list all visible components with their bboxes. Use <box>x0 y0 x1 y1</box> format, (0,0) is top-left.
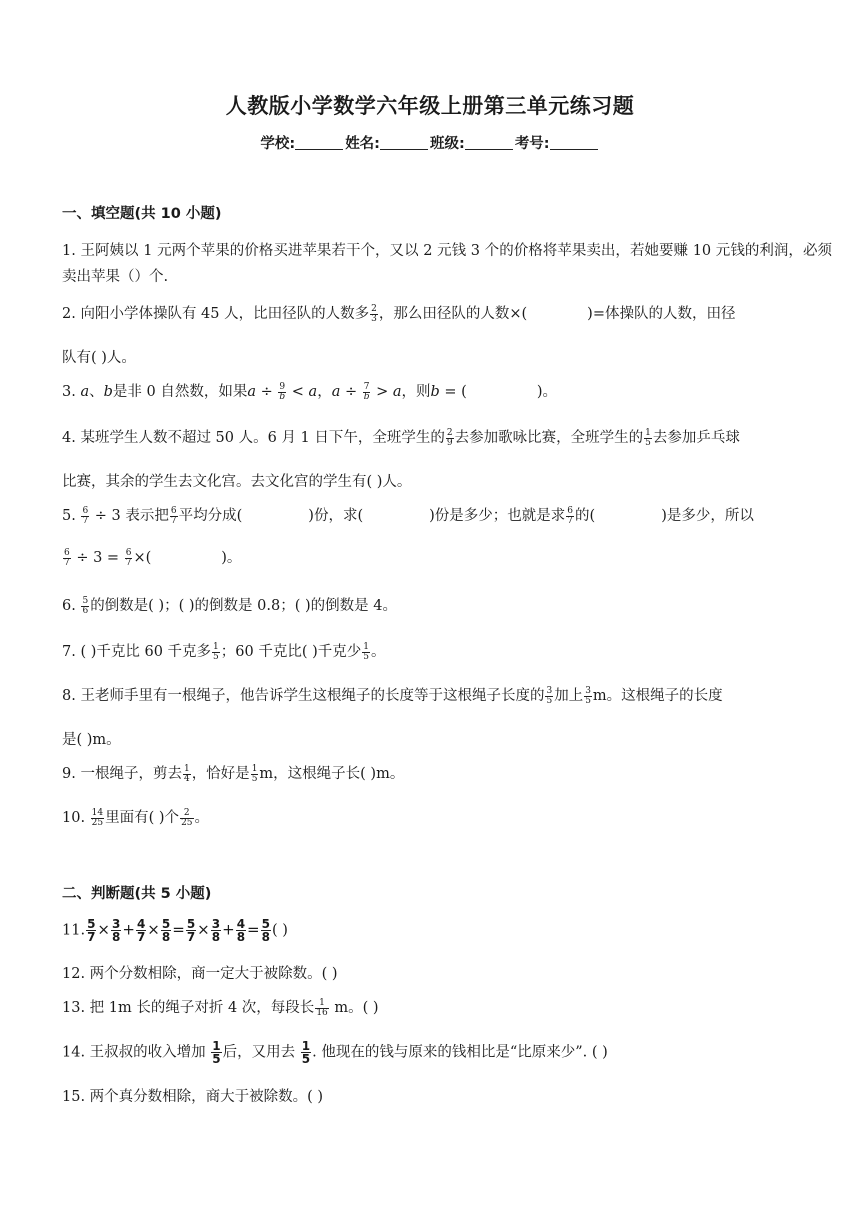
name-label: 姓名: <box>345 136 380 152</box>
question-3: 3. a、b是非 0 自然数，如果a ÷ $\frac{9}{b}$ < a，a ÷ $\frac{7}{b}$ > a，则b = ( )。 <box>62 381 558 402</box>
fraction: $\frac{6}{7}$ <box>64 547 70 568</box>
fraction: $\frac{5}{8}$ <box>161 917 171 944</box>
fraction: $\frac{5}{7}$ <box>87 917 96 944</box>
answer-blank[interactable]: ( ) <box>271 922 288 939</box>
question-9: 9. 一根绳子，剪去 $\frac{1}{4}$ ，恰好是 $\frac{1}{5}$ m，这根绳子长( )m。 <box>62 763 405 784</box>
fraction: $\frac{6}{7}$ <box>567 505 574 526</box>
fraction: $\frac{6}{7}$ <box>170 505 177 526</box>
fraction: $\frac{1}{16}$ <box>316 997 328 1018</box>
fraction: $\frac{14}{25}$ <box>91 807 104 828</box>
school-blank[interactable] <box>295 135 343 150</box>
fraction: $\frac{5}{8}$ <box>261 917 270 944</box>
number-label: 考号: <box>514 136 550 152</box>
fraction: $\frac{1}{5}$ <box>213 641 219 662</box>
question-11: 11. $\frac{5}{7}$ × $\frac{3}{8}$ + $\frac{4}{7}$ × $\frac{5}{8}$ = $\frac{5}{7}$ × $\frac{3}{8}$ + $\frac{4}{8}$ = $\frac{5}{8}$ ( ) <box>62 917 288 944</box>
section-heading-true-false: 二、判断题(共 5 小题) <box>62 886 212 902</box>
fraction: $\frac{3}{5}$ <box>585 685 591 706</box>
fraction: $\frac{4}{8}$ <box>236 917 246 944</box>
fraction: $\frac{5}{7}$ <box>186 917 196 944</box>
question-1: 1. 王阿姨以 1 元两个苹果的价格买进苹果若干个，又以 2 元钱 3 个的价格将苹果卖出，若她要赚 10 元钱的利润，必须卖出苹果（）个. <box>62 243 832 285</box>
question-6: 6. $\frac{5}{6}$ 的倒数是( )；( )的倒数是 0.8；( )的倒数是 4。 <box>62 595 397 616</box>
question-14: 14. 王叔叔的收入增加 $\frac{1}{5}$ 后，又用去 $\frac{1}{5}$ . 他现在的钱与原来的钱相比是“比原来少”. ( ) <box>62 1039 608 1066</box>
fraction: $\frac{2}{3}$ <box>371 303 377 324</box>
fraction: $\frac{3}{8}$ <box>211 917 221 944</box>
fraction: $\frac{1}{5}$ <box>212 1039 221 1066</box>
question-8: 8. 王老师手里有一根绳子，他告诉学生这根绳子的长度等于这根绳子长度的 $\frac{3}{5}$ 加上 $\frac{3}{5}$ m。这根绳子的长度 <box>62 685 723 706</box>
question-4: 4. 某班学生人数不超过 50 人。6 月 1 日下午，全班学生的 $\frac{2}{9}$ 去参加歌咏比赛，全班学生的 $\frac{1}{5}$ 去参加乒乓球 <box>62 427 740 448</box>
fraction: $\frac{1}{5}$ <box>645 427 651 448</box>
section-heading-fill-in: 一、填空题(共 10 小题) <box>62 206 222 222</box>
number-blank[interactable] <box>550 135 598 150</box>
fraction: $\frac{3}{8}$ <box>112 917 121 944</box>
question-5-line-2: $\frac{6}{7}$ ÷ 3 = $\frac{6}{7}$ ×( )。 <box>64 547 242 568</box>
question-2-line-2: 队有( )人。 <box>62 350 136 366</box>
fraction: $\frac{2}{25}$ <box>181 807 193 828</box>
question-7: 7. ( )千克比 60 千克多 $\frac{1}{5}$ ；60 千克比( )千克少 $\frac{1}{5}$ 。 <box>62 641 386 662</box>
page-title: 人教版小学数学六年级上册第三单元练习题 <box>225 94 635 118</box>
fraction: $\frac{9}{b}$ <box>279 381 286 402</box>
fraction: $\frac{6}{7}$ <box>125 547 132 568</box>
class-blank[interactable] <box>465 135 513 150</box>
fraction: $\frac{3}{5}$ <box>546 685 553 706</box>
student-info-line <box>0 132 860 153</box>
fraction: $\frac{1}{5}$ <box>251 763 258 784</box>
question-8-line-2: 是( )m。 <box>62 732 121 748</box>
fraction: $\frac{7}{b}$ <box>363 381 370 402</box>
fraction: $\frac{1}{4}$ <box>183 763 190 784</box>
question-5: 5. $\frac{6}{7}$ ÷ 3 表示把 $\frac{6}{7}$ 平均分成( )份，求( )份是多少；也就是求 $\frac{6}{7}$ 的( )是多少，所以 <box>62 505 754 526</box>
question-15: 15. 两个真分数相除，商大于被除数。( ) <box>62 1089 324 1105</box>
question-13: 13. 把 1m 长的绳子对折 4 次，每段长 $\frac{1}{16}$ m。( ) <box>62 997 379 1018</box>
fraction: $\frac{1}{5}$ <box>301 1039 311 1066</box>
question-12: 12. 两个分数相除，商一定大于被除数。( ) <box>62 966 338 982</box>
name-blank[interactable] <box>380 135 428 150</box>
fraction: $\frac{1}{5}$ <box>363 641 369 662</box>
question-10: 10. $\frac{14}{25}$ 里面有( )个 $\frac{2}{25}$ 。 <box>62 807 210 828</box>
school-label: 学校: <box>260 136 296 152</box>
fraction: $\frac{4}{7}$ <box>136 917 146 944</box>
question-2: 2. 向阳小学体操队有 45 人，比田径队的人数多 $\frac{2}{3}$ ，那么田径队的人数×( )=体操队的人数，田径 <box>62 303 736 324</box>
question-4-line-2: 比赛，其余的学生去文化宫。去文化宫的学生有( )人。 <box>62 474 412 490</box>
fraction: $\frac{2}{9}$ <box>446 427 453 448</box>
fraction: $\frac{5}{6}$ <box>82 595 89 616</box>
class-label: 班级: <box>430 136 465 152</box>
fraction: $\frac{6}{7}$ <box>82 505 89 526</box>
